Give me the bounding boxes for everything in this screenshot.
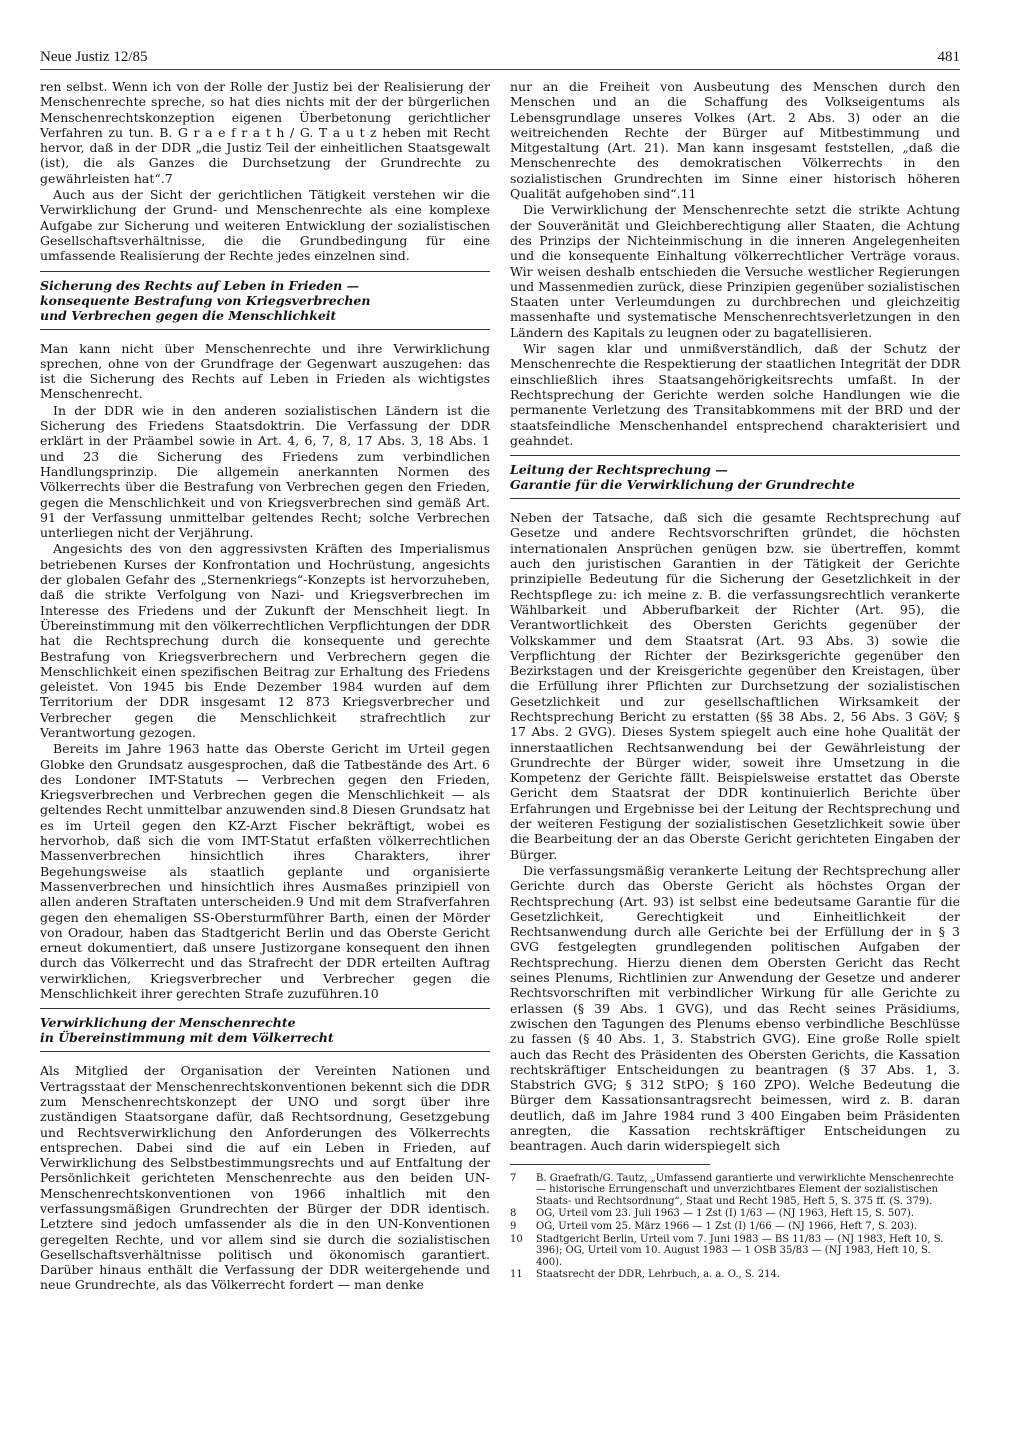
- footnote: [510, 1173, 960, 1208]
- heading-line: und Verbrechen gegen die Menschlichkeit: [40, 307, 337, 323]
- paragraph: Wir sagen klar und unmißverständlich, daß der Schutz der Menschenrechte die Respektierung der staatlichen Integrität der DDR einschließlich ihres Staatsangehörigkeitsrechts umfaßt. In der Rechtsprechung der Gerichte werden solche Handlungen wie die permanente Verletzung des Transitabkommens mit der BRD und der staatsfeindliche Menschenhandel entsprechend charakterisiert und geahndet.: [510, 341, 960, 448]
- heading-line: Verwirklichung der Menschenrechte: [40, 1015, 296, 1031]
- journal-title: Neue Justiz 12/85: [40, 49, 148, 65]
- right-column: [510, 79, 960, 1282]
- footnote: [510, 1208, 960, 1220]
- section-heading: [40, 271, 490, 330]
- heading-line: konsequente Bestrafung von Kriegsverbrechen: [40, 292, 371, 308]
- footnote-text: Staatsrecht der DDR, Lehrbuch, a. a. O., S. 214.: [536, 1269, 781, 1281]
- paragraph: ren selbst. Wenn ich von der Rolle der Justiz bei der Realisierung der Menschenrechte spreche, so hat dies nichts mit der der bürgerlichen Menschenrechtskonzeption eigenen Überbetonung gerichtlicher Verfahren zu tun. B. G r a e f r a t h / G. T a u t z heben mit Recht hervor, daß in der DDR „die Justiz Teil der einheitlichen Staatsgewalt (ist), die als Ganzes die Durchsetzung der Grundrechte zu gewährleisten hat“.7: [40, 79, 490, 186]
- paragraph: Angesichts des von den aggressivsten Kräften des Imperialismus betriebenen Kurses der Konfrontation und Hochrüstung, angesichts der globalen Gefahr des „Sternenkriegs“-Konzepts ist hervorzuheben, daß die strikte Verfolgung von Nazi- und Kriegsverbrechen im Interesse des Friedens und der Zukunft der Menschheit liegt. In Übereinstimmung mit den völkerrechtlichen Verpflichtungen der DDR hat die Rechtsprechung durch die konsequente und gerechte Bestrafung von Kriegsverbrechern und Verbrechern gegen die Menschlichkeit einen spezifischen Beitrag zur Erhaltung des Friedens geleistet. Von 1945 bis Ende Dezember 1984 wurden auf dem Territorium der DDR insgesamt 12 873 Kriegsverbrecher und Verbrecher gegen die Menschlichkeit strafrechtlich zur Verantwortung gezogen.: [40, 541, 490, 740]
- footnote: [510, 1221, 960, 1233]
- footnote-text: B. Graefrath/G. Tautz, „Umfassend garantierte und verwirklichte Menschenrechte — historische Errungenschaft und unverzichtbares Element der sozialistischen Staats- und Rechtsordnung“, Staat und Recht 1985, Heft 5, S. 375 ff. (S. 379).: [536, 1172, 954, 1207]
- footnote-number: 11: [510, 1269, 523, 1281]
- heading-line: Sicherung des Rechts auf Leben in Frieden —: [40, 277, 360, 293]
- section-heading: [40, 1008, 490, 1052]
- footnote-text: OG, Urteil vom 25. März 1966 — 1 Zst (I) 1/66 — (NJ 1966, Heft 7, S. 203).: [536, 1220, 918, 1232]
- footnote: [510, 1234, 960, 1269]
- paragraph: Die Verwirklichung der Menschenrechte setzt die strikte Achtung der Souveränität und Gleichberechtigung aller Staaten, die Achtung des Prinzips der Nichteinmischung in die inneren Angelegenheiten und die konsequente Einhaltung völkerrechtlicher Verträge voraus. Wir weisen deshalb entschieden die Versuche westlicher Regierungen und Massenmedien zurück, diese Prinzipien gegenüber sozialistischen Staaten unter Verleumdungen zu durchbrechen und gleichzeitig massenhafte und systematische Menschenrechtsverletzungen in den Ländern des Kapitals zu leugnen oder zu bagatellisieren.: [510, 202, 960, 340]
- heading-line: Leitung der Rechtsprechung —: [510, 462, 728, 478]
- footnote-number: 10: [510, 1233, 523, 1245]
- footnote-number: 9: [510, 1220, 517, 1232]
- footnote: [510, 1269, 960, 1281]
- footnote-divider: [510, 1164, 710, 1165]
- paragraph: Als Mitglied der Organisation der Vereinten Nationen und Vertragsstaat der Menschenrechtskonventionen bekennt sich die DDR zum Menschenrechtskonzept der UNO und sorgt über ihre zuständigen Staatsorgane dafür, daß Rechtsordnung, Gesetzgebung und Rechtsverwirklichung den Anforderungen des Völkerrechts entsprechen. Dabei sind die auf ein Leben in Frieden, auf Verwirklichung des Selbstbestimmungsrechts und auf Entfaltung der Persönlichkeit gerichteten Menschenrechte aus den beiden UN-Menschenrechtskonventionen von 1966 inhaltlich mit den verfassungsmäßigen Grundrechten der Bürger der DDR identisch. Letztere sind jedoch umfassender als die in den UN-Konventionen geregelten Rechte, und vor allem sind sie durch die sozialistischen Gesellschaftsverhältnisse politisch und ökonomisch garantiert. Darüber hinaus enthält die Verfassung der DDR weitergehende und neue Grundrechte, als das Völkerrecht fordert — man denke: [40, 1063, 490, 1293]
- footnote-number: 7: [510, 1172, 517, 1184]
- paragraph: Neben der Tatsache, daß sich die gesamte Rechtsprechung auf Gesetze und andere Rechtsvorschriften gründet, die höchsten internationalen Ansprüchen genügen bzw. sie übertreffen, kommt auch den juristischen Garantien in der Tätigkeit der Gerichte prinzipielle Bedeutung für die Sicherung der Gesetzlichkeit in der Rechtspflege zu: ich meine z. B. die verfassungsrechtlich verankerte Wählbarkeit und Abberufbarkeit der Richter (Art. 95), die Verantwortlichkeit des Obersten Gerichts gegenüber der Volkskammer und dem Staatsrat (Art. 93 Abs. 3) sowie die Verpflichtung der Richter der Bezirksgerichte gegenüber den Bezirkstagen und der Kreisgerichte gegenüber den Kreistagen, über die Erfüllung ihrer Pflichten zur Durchsetzung der sozialistischen Gesetzlichkeit und zur gesellschaftlichen Wirksamkeit der Rechtsprechung Bericht zu erstatten (§§ 38 Abs. 2, 56 Abs. 3 GöV; § 17 Abs. 2 GVG). Dieses System spiegelt auch eine hohe Qualität der innerstaatlichen Rechtsanwendung bei der Gewährleistung der Grundrechte der Bürger wider, soweit ihre Umsetzung in die Kompetenz der Gerichte fällt. Beispielsweise erstattet das Oberste Gericht dem Staatsrat der DDR kontinuierlich Berichte über Erfahrungen und Ergebnisse bei der Leitung der Rechtsprechung und der weiteren Festigung der sozialistischen Gesetzlichkeit sowie über die Bearbeitung der an das Oberste Gericht gerichteten Eingaben der Bürger.: [510, 510, 960, 862]
- section-heading: [510, 455, 960, 499]
- footnote-text: OG, Urteil vom 23. Juli 1963 — 1 Zst (I) 1/63 — (NJ 1963, Heft 15, S. 507).: [536, 1208, 914, 1220]
- footnote-text: Stadtgericht Berlin, Urteil vom 7. Juni 1983 — BS 11/83 — (NJ 1983, Heft 10, S. 396); OG, Urteil vom 10. August 1983 — 1 OSB 35/83 — (NJ 1983, Heft 10, S. 400).: [536, 1233, 944, 1268]
- paragraph: In der DDR wie in den anderen sozialistischen Ländern ist die Sicherung des Friedens Staatsdoktrin. Die Verfassung der DDR erklärt in der Präambel sowie in Art. 4, 6, 7, 8, 17 Abs. 3, 18 Abs. 1 und 23 die Sicherung des Friedens zum verbindlichen Handlungsprinzip. Die allgemein anerkannten Normen des Völkerrechts über die Bestrafung von Verbrechen gegen den Frieden, gegen die Menschlichkeit und von Kriegsverbrechen sind gemäß Art. 91 der Verfassung unmittelbar geltendes Recht; solche Verbrechen unterliegen nicht der Verjährung.: [40, 402, 490, 541]
- heading-line: Garantie für die Verwirklichung der Grundrechte: [510, 477, 855, 493]
- paragraph: nur an die Freiheit von Ausbeutung des Menschen durch den Menschen und an die Schaffung des Volkseigentums als Lebensgrundlage unseres Volkes (Art. 2 Abs. 3) oder an die weitreichenden Rechte der Bürger auf Mitbestimmung und Mitgestaltung (Art. 21). Man kann insgesamt feststellen, „daß die Menschenrechte des demokratischen Völkerrechts in den sozialistischen Grundrechten im Sinne einer historisch höheren Qualität aufgehoben sind“.11: [510, 79, 960, 202]
- paragraph: Auch aus der Sicht der gerichtlichen Tätigkeit verstehen wir die Verwirklichung der Grund- und Menschenrechte als eine komplexe Aufgabe zur Sicherung und weiteren Entwicklung der sozialistischen Gesellschaftsverhältnisse, die die Grundbedingung für eine umfassende Realisierung der Rechte jedes einzelnen sind.: [40, 187, 490, 264]
- heading-line: in Übereinstimmung mit dem Völkerrecht: [40, 1030, 334, 1046]
- left-column: [40, 79, 490, 1294]
- paragraph: Man kann nicht über Menschenrechte und ihre Verwirklichung sprechen, ohne von der Grundfrage der Gegenwart auszugehen: das ist die Sicherung des Rechts auf Leben in Frieden als wichtigstes Menschenrecht.: [40, 340, 490, 402]
- paragraph: Die verfassungsmäßig verankerte Leitung der Rechtsprechung aller Gerichte durch das Oberste Gericht als höchstes Organ der Rechtsprechung (Art. 93) ist selbst eine bedeutsame Garantie für die Gesetzlichkeit, Gerechtigkeit und Einheitlichkeit der Rechtsanwendung durch alle Gerichte bei der Erfüllung der in § 3 GVG festgelegten grundlegenden politischen Aufgaben der Rechtsprechung. Hierzu dienen dem Obersten Gericht das Recht seines Plenums, Richtlinien zur Anwendung der Gesetze und anderer Rechtsvorschriften mit verbindlicher Wirkung für alle Gerichte zu erlassen (§ 39 Abs. 1 GVG), und das Recht seines Präsidiums, zwischen den Tagungen des Plenums ebenso verbindliche Beschlüsse zu fassen (§ 40 Abs. 1, 3. Stabstrich GVG). Eine große Rolle spielt auch das Recht des Präsidenten des Obersten Gerichts, die Kassation rechtskräftiger Entscheidungen zu beantragen (§ 37 Abs. 1, 3. Stabstrich GVG; § 312 StPO; § 160 ZPO). Welche Bedeutung die Bürger dem Kassationsantragsrecht beimessen, wird z. B. daran deutlich, daß im Jahre 1984 rund 3 400 Eingaben beim Präsidenten anregten, die Kassation rechtskräftiger Entscheidungen zu beantragen. Auch darin widerspiegelt sich: [510, 862, 960, 1154]
- footnote-number: 8: [510, 1208, 517, 1220]
- running-header: [40, 49, 960, 70]
- paragraph: Bereits im Jahre 1963 hatte das Oberste Gericht im Urteil gegen Globke den Grundsatz ausgesprochen, daß die Tatbestände des Art. 6 des Londoner IMT-Statuts — Verbrechen gegen den Frieden, Kriegsverbrechen und Verbrechen gegen die Menschlichkeit — als geltendes Recht unmittelbar anzuwenden sind.8 Diesen Grundsatz hat es im Urteil gegen den KZ-Arzt Fischer bekräftigt, wobei es hervorhob, daß sich die vom IMT-Statut erfaßten völkerrechtlichen Massenverbrechen hinsichtlich ihres Charakters, ihrer Begehungsweise als staatlich geplante und organisierte Massenverbrechen und hinsichtlich ihres Ausmaßes prinzipiell von allen anderen Straftaten unterscheiden.9 Und mit dem Strafverfahren gegen den ehemaligen SS-Obersturmführer Barth, einen der Mörder von Oradour, haben das Stadtgericht Berlin und das Oberste Gericht erneut dokumentiert, daß unsere Justizorgane konsequent den ihnen durch das Völkerrecht und das Strafrecht der DDR erteilten Auftrag verwirklichen, Kriegsverbrecher und Verbrecher gegen die Menschlichkeit ihrer gerechten Strafe zuzuführen.10: [40, 741, 490, 1002]
- page-number: 481: [937, 49, 960, 65]
